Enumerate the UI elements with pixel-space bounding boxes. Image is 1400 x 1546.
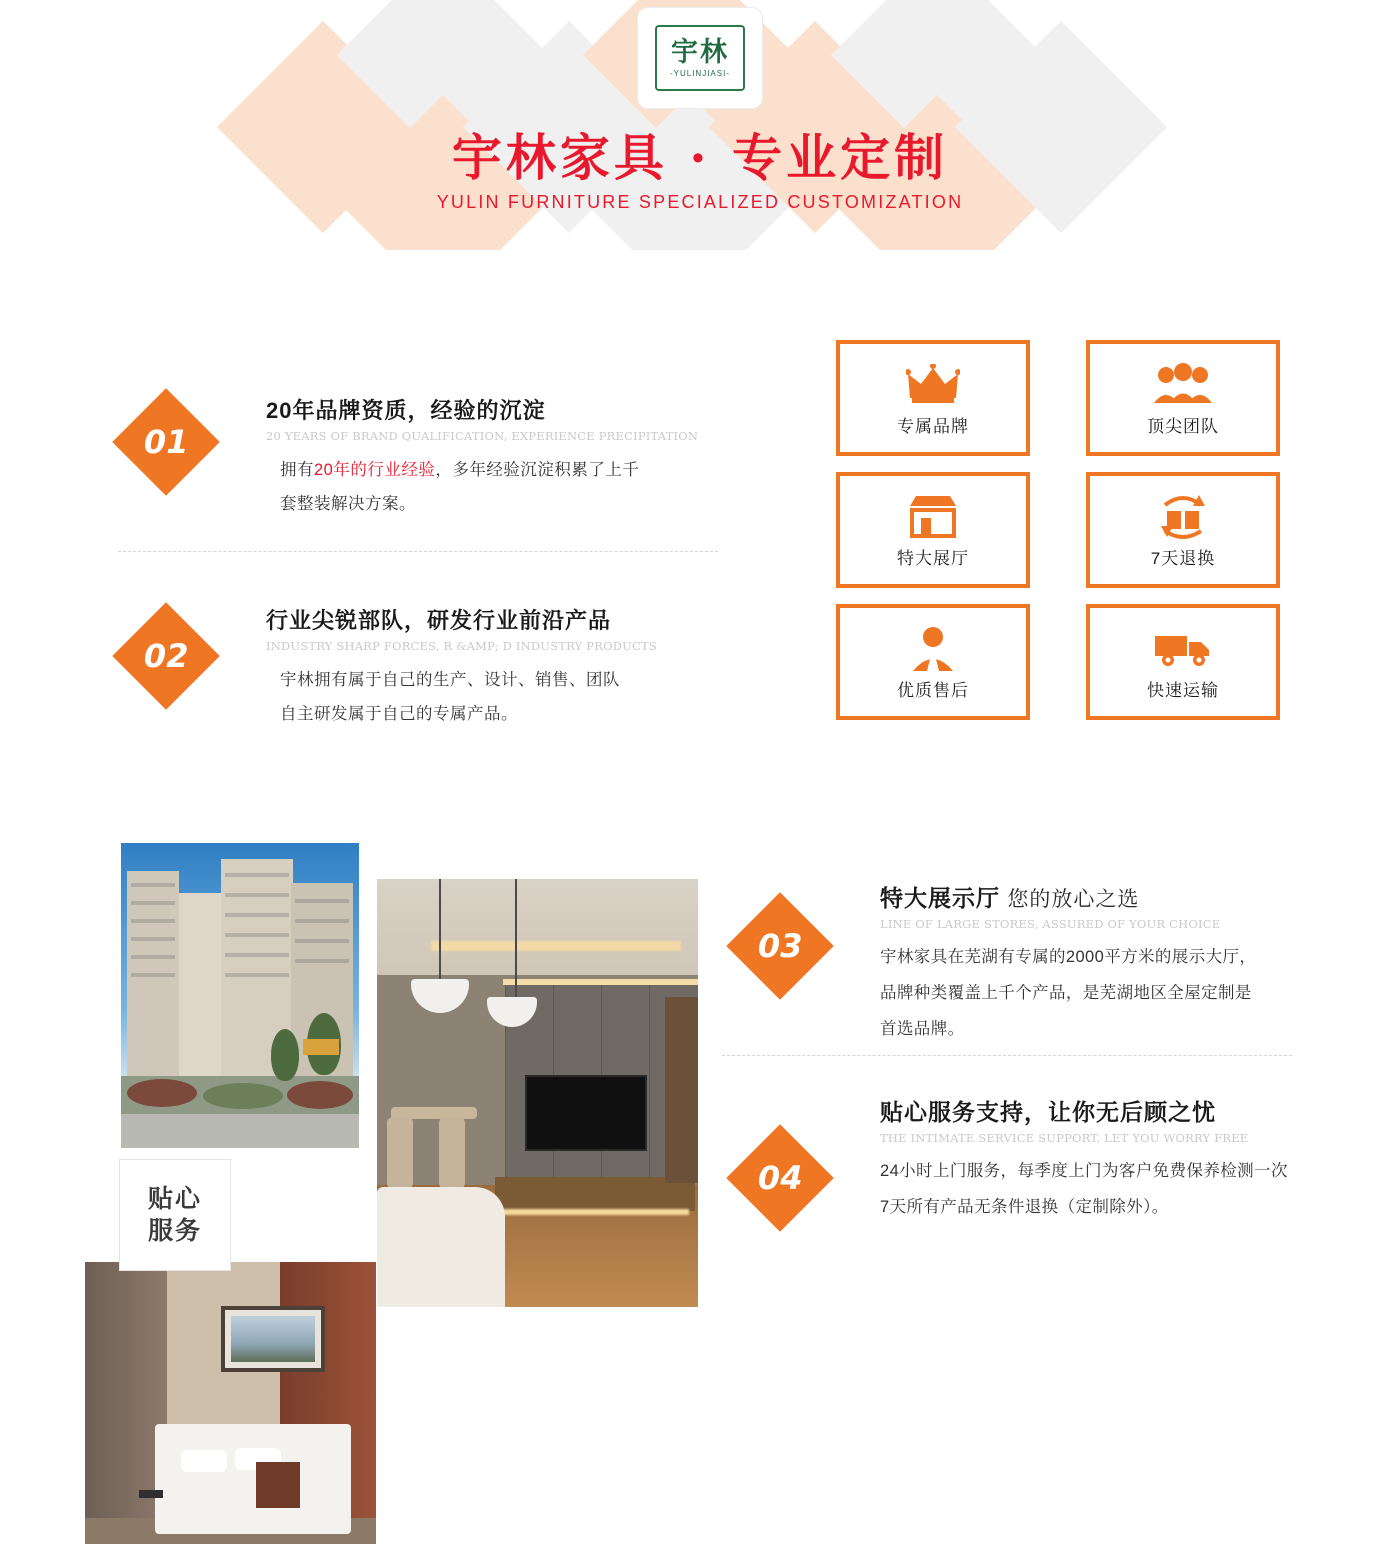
feature-label-shipping: 快速运输 <box>1147 680 1219 700</box>
block-body-line2-03: 品牌种类覆盖上千个产品，是芜湖地区全屋定制是 <box>880 984 1252 1002</box>
store-icon <box>906 492 960 540</box>
block-body-01 <box>266 453 736 521</box>
page-title: 宇林家具 · 专业定制 <box>451 128 949 187</box>
logo-mark-icon <box>655 25 745 91</box>
block-body-03 <box>880 939 1380 1047</box>
block-body-line2-04: 7天所有产品无条件退换（定制除外）。 <box>880 1198 1169 1216</box>
block-title-02: 行业尖锐部队，研发行业前沿产品 <box>266 608 612 633</box>
block-body-02 <box>266 663 746 731</box>
service-badge <box>120 1160 230 1270</box>
block-number-badge-04 <box>726 1124 833 1231</box>
block-title-01: 20年品牌资质，经验的沉淀 <box>266 398 546 423</box>
photo-building-exterior <box>121 843 359 1148</box>
feature-label-return: 7天退换 <box>1150 548 1216 568</box>
feature-label-brand: 专属品牌 <box>897 416 969 436</box>
block-number-badge-01 <box>112 388 219 495</box>
feature-icon-grid <box>836 340 1280 720</box>
block-body-line2-02: 自主研发属于自己的专属产品。 <box>280 705 518 723</box>
block-title-light-03: 您的放心之选 <box>1007 888 1140 911</box>
block-subtitle-01: 20 YEARS OF BRAND QUALIFICATION, EXPERIENCE PRECIPITATION <box>266 429 699 443</box>
block-body-line3-03: 首选品牌。 <box>880 1020 965 1038</box>
block-number-04: 04 <box>757 1159 803 1197</box>
logo-english-text: -YULINJIASI- <box>669 68 730 78</box>
photo-bedroom <box>85 1262 376 1544</box>
page-header <box>0 0 1400 250</box>
crown-icon <box>906 360 960 408</box>
team-icon <box>1152 360 1214 408</box>
block-body-line1-03: 宇林家具在芜湖有专属的2000平方米的展示大厅， <box>880 948 1257 966</box>
feature-cell-shipping[interactable] <box>1086 604 1280 720</box>
block-number-badge-02 <box>112 602 219 709</box>
service-badge-line2: 服务 <box>147 1217 202 1245</box>
block-body-04 <box>880 1153 1400 1225</box>
feature-cell-return[interactable] <box>1086 472 1280 588</box>
feature-cell-brand[interactable] <box>836 340 1030 456</box>
truck-icon <box>1153 624 1213 672</box>
block-body-suffix-01: ，多年经验沉淀积累了上千 <box>435 461 640 479</box>
feature-label-showroom: 特大展厅 <box>897 548 969 568</box>
feature-cell-team[interactable] <box>1086 340 1280 456</box>
block-body-line1-04: 24小时上门服务，每季度上门为客户免费保养检测一次 <box>880 1162 1288 1180</box>
section-divider <box>722 1055 1292 1056</box>
block-number-02: 02 <box>143 637 189 675</box>
block-subtitle-02: INDUSTRY SHARP FORCES, R &AMP; D INDUSTRY PRODUCTS <box>266 639 657 653</box>
block-title-main-03: 特大展示厅 <box>880 885 1000 911</box>
feature-cell-showroom[interactable] <box>836 472 1030 588</box>
support-agent-icon <box>910 624 956 672</box>
block-number-01: 01 <box>143 423 189 461</box>
block-number-03: 03 <box>757 927 803 965</box>
page-subtitle: YULIN FURNITURE SPECIALIZED CUSTOMIZATION <box>436 192 964 212</box>
block-body-line1-02: 宇林拥有属于自己的生产、设计、销售、团队 <box>280 671 620 689</box>
block-body-line2-01: 套整装解决方案。 <box>280 495 416 513</box>
feature-cell-aftersales[interactable] <box>836 604 1030 720</box>
block-body-prefix-01: 拥有 <box>280 461 314 479</box>
block-subtitle-03: LINE OF LARGE STORES, ASSURED OF YOUR CHOICE <box>880 917 1221 931</box>
photo-living-room <box>377 879 698 1307</box>
block-subtitle-04: THE INTIMATE SERVICE SUPPORT, LET YOU WORRY FREE <box>880 1131 1249 1145</box>
block-title-04: 贴心服务支持，让你无后顾之忧 <box>880 1099 1216 1125</box>
brand-logo <box>638 8 762 108</box>
feature-label-team: 顶尖团队 <box>1147 416 1219 436</box>
section-divider <box>118 551 718 552</box>
feature-label-aftersales: 优质售后 <box>897 680 969 700</box>
return-icon <box>1155 492 1211 540</box>
block-number-badge-03 <box>726 892 833 999</box>
block-body-highlight-01: 20年的行业经验 <box>314 461 436 479</box>
service-badge-line1: 贴心 <box>147 1185 202 1213</box>
logo-chinese-text: 宇林 <box>671 36 729 68</box>
block-title-03 <box>880 880 1380 913</box>
